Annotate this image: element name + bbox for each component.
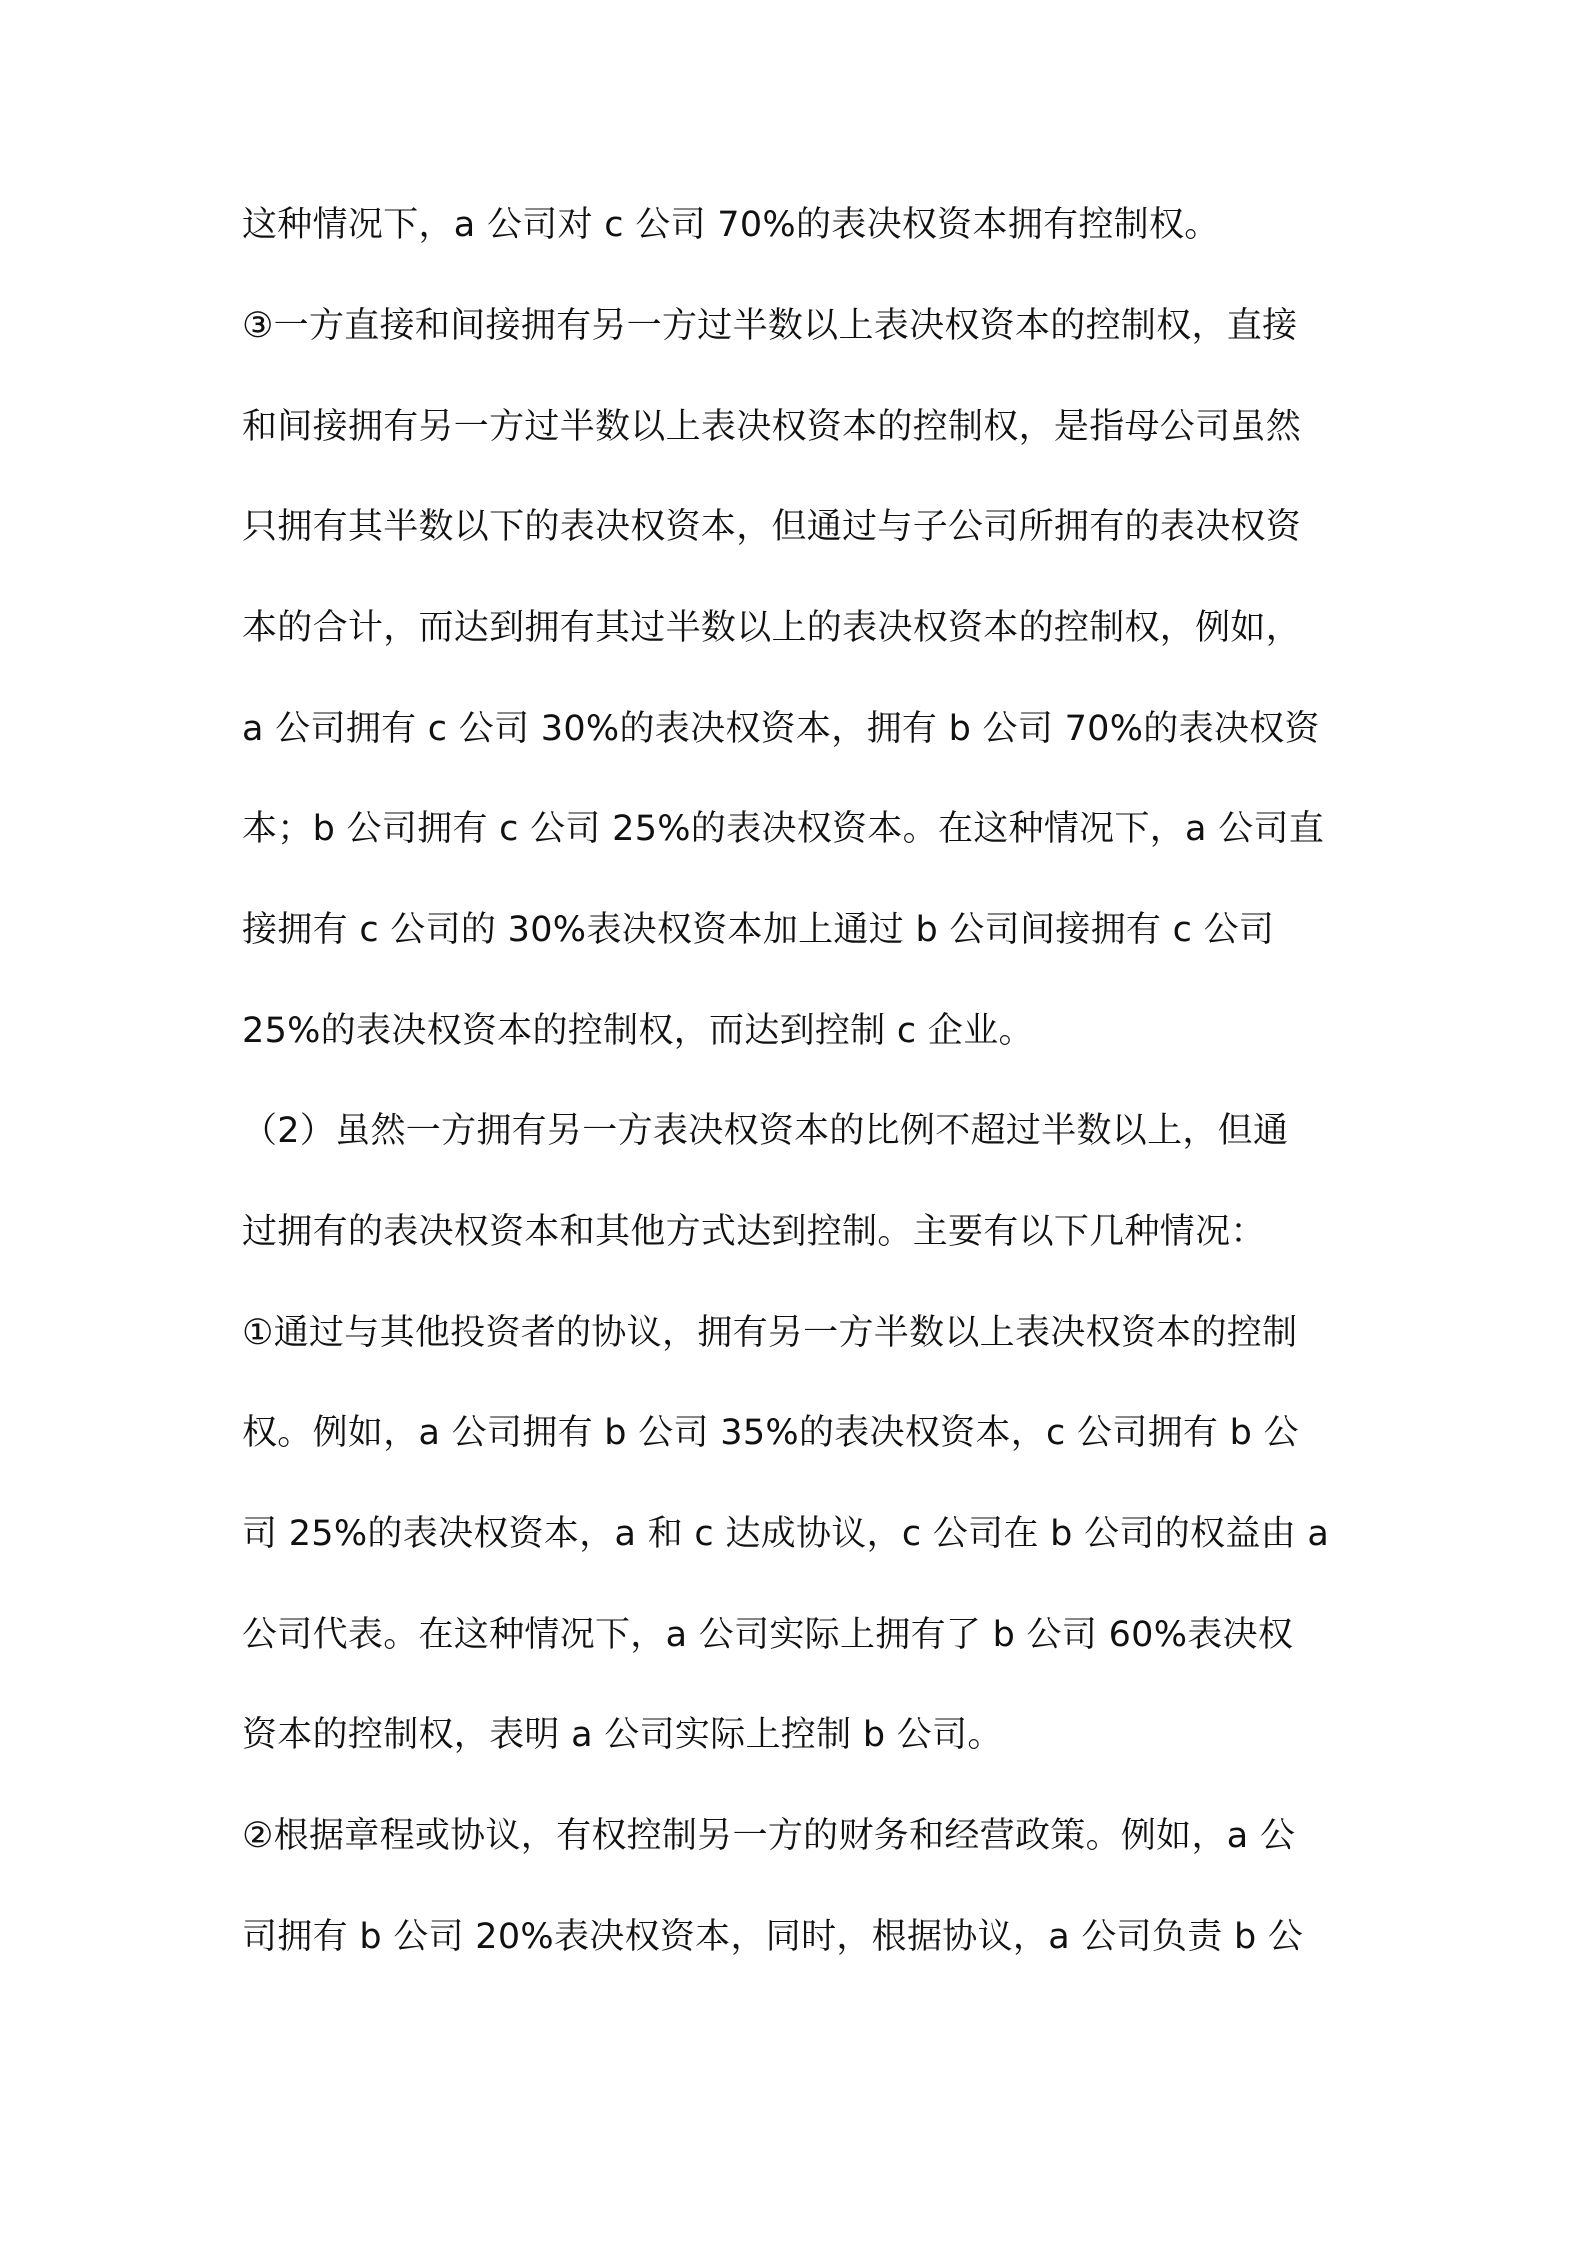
- text-line: （2）虽然一方拥有另一方表决权资本的比例不超过半数以上，但通: [242, 1111, 1289, 1151]
- text-line: ①通过与其他投资者的协议，拥有另一方半数以上表决权资本的控制: [242, 1313, 1298, 1353]
- text-line: 只拥有其半数以下的表决权资本，但通过与子公司所拥有的表决权资: [242, 507, 1302, 547]
- text-line: 25%的表决权资本的控制权，而达到控制 c 企业。: [242, 1011, 1034, 1051]
- text-line: 权。例如，a 公司拥有 b 公司 35%的表决权资本，c 公司拥有 b 公: [242, 1413, 1299, 1453]
- text-line: a 公司拥有 c 公司 30%的表决权资本，拥有 b 公司 70%的表决权资: [242, 709, 1320, 749]
- text-line: 这种情况下，a 公司对 c 公司 70%的表决权资本拥有控制权。: [242, 205, 1220, 245]
- text-line: 资本的控制权，表明 a 公司实际上控制 b 公司。: [242, 1715, 1003, 1755]
- text-line: 过拥有的表决权资本和其他方式达到控制。主要有以下几种情况：: [242, 1212, 1266, 1252]
- text-line: 司拥有 b 公司 20%表决权资本，同时，根据协议，a 公司负责 b 公: [242, 1917, 1304, 1957]
- text-line: ②根据章程或协议，有权控制另一方的财务和经营政策。例如，a 公: [242, 1816, 1296, 1856]
- text-line: 司 25%的表决权资本，a 和 c 达成协议，c 公司在 b 公司的权益由 a: [242, 1514, 1330, 1554]
- text-line: ③一方直接和间接拥有另一方过半数以上表决权资本的控制权，直接: [242, 306, 1298, 346]
- text-line: 本的合计，而达到拥有其过半数以上的表决权资本的控制权，例如，: [242, 608, 1302, 648]
- text-line: 和间接拥有另一方过半数以上表决权资本的控制权，是指母公司虽然: [242, 407, 1302, 447]
- text-line: 接拥有 c 公司的 30%表决权资本加上通过 b 公司间接拥有 c 公司: [242, 910, 1275, 950]
- text-line: 本；b 公司拥有 c 公司 25%的表决权资本。在这种情况下，a 公司直: [242, 809, 1325, 849]
- text-line: 公司代表。在这种情况下，a 公司实际上拥有了 b 公司 60%表决权: [242, 1615, 1294, 1655]
